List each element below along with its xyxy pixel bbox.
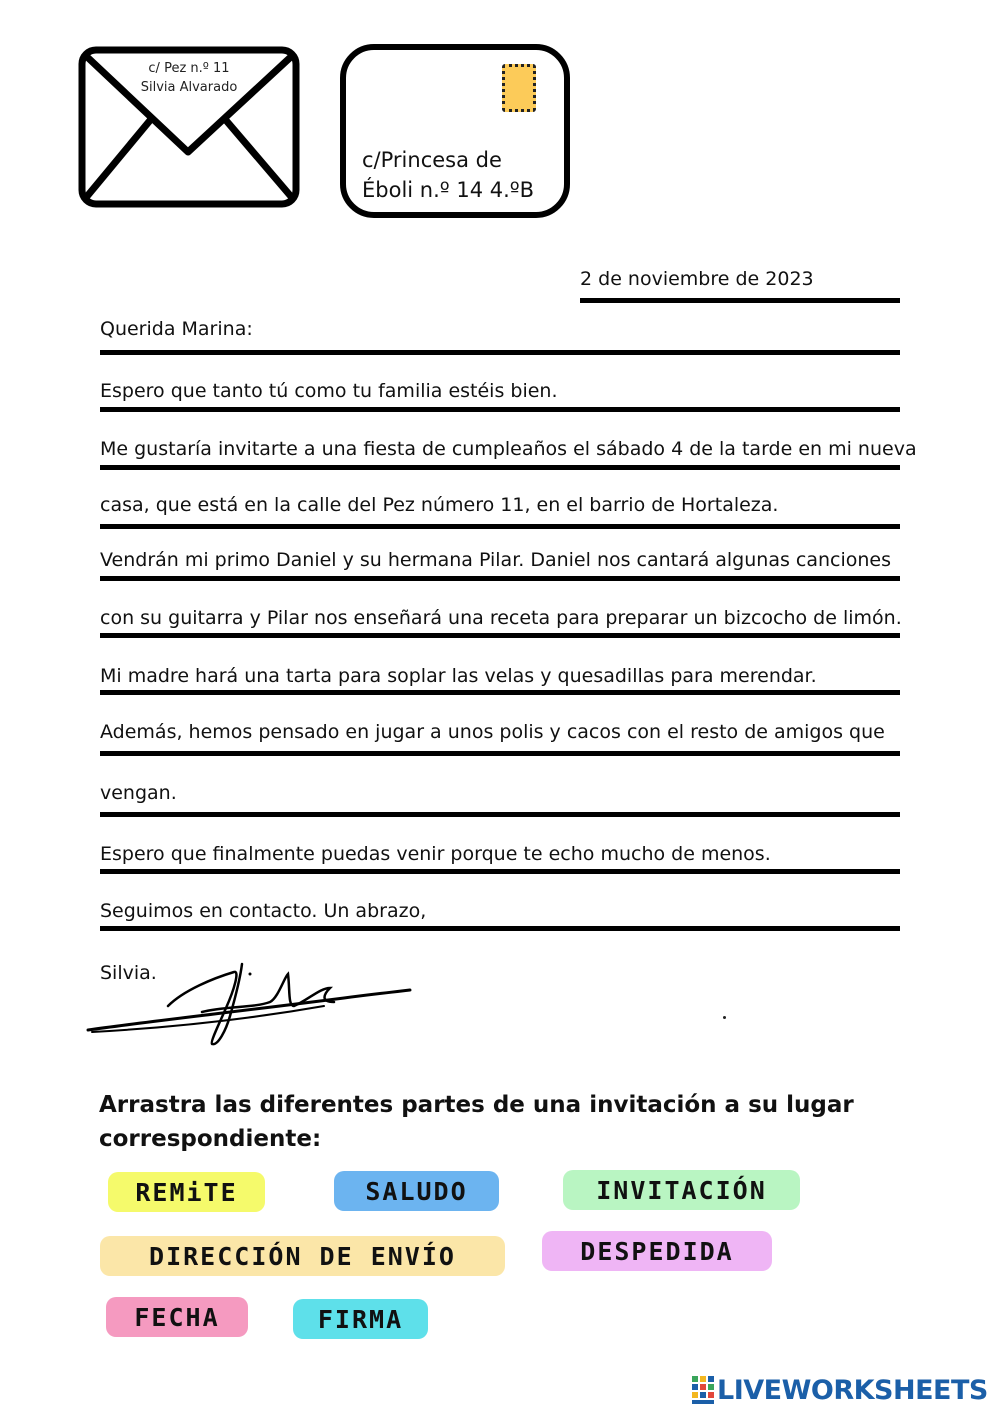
line-rule bbox=[100, 812, 900, 817]
line-rule bbox=[100, 690, 900, 695]
sender-address: c/ Pez n.º 11 bbox=[148, 61, 230, 76]
recipient-address-line1: c/Princesa de bbox=[362, 148, 502, 172]
letter-line: Espero que tanto tú como tu familia estéis bien. bbox=[100, 380, 558, 402]
letter-line: Además, hemos pensado en jugar a unos polis y cacos con el resto de amigos que bbox=[100, 721, 885, 743]
letter-line: casa, que está en la calle del Pez número 11, en el barrio de Hortaleza. bbox=[100, 494, 779, 516]
line-rule bbox=[100, 350, 900, 355]
line-rule bbox=[100, 926, 900, 931]
stray-dot bbox=[723, 1016, 726, 1019]
letter-line: Mi madre hará una tarta para soplar las velas y quesadillas para merendar. bbox=[100, 665, 817, 687]
postage-stamp bbox=[502, 64, 536, 112]
label-despedida[interactable]: DESPEDIDA bbox=[542, 1231, 772, 1271]
recipient-address-line2: Éboli n.º 14 4.ºB bbox=[362, 178, 535, 202]
sender-name: Silvia Alvarado bbox=[140, 80, 238, 95]
logo-text: LIVEWORKSHEETS bbox=[717, 1374, 988, 1406]
line-rule bbox=[100, 465, 900, 470]
letter-line: Vendrán mi primo Daniel y su hermana Pilar. Daniel nos cantará algunas canciones bbox=[100, 549, 892, 571]
letter-line: vengan. bbox=[100, 782, 177, 804]
recipient-address-card bbox=[340, 44, 570, 218]
date-rule bbox=[580, 298, 900, 303]
label-direccion-de-envio[interactable]: DIRECCIÓN DE ENVÍO bbox=[100, 1236, 505, 1276]
label-firma[interactable]: FIRMA bbox=[293, 1299, 428, 1339]
letter-signoff: Silvia. bbox=[100, 962, 157, 984]
line-rule bbox=[100, 633, 900, 638]
logo-grid-icon bbox=[692, 1376, 714, 1404]
line-rule bbox=[100, 524, 900, 529]
letter-greeting: Querida Marina: bbox=[100, 318, 253, 340]
letter-closing: Seguimos en contacto. Un abrazo, bbox=[100, 900, 427, 922]
signature-image bbox=[84, 950, 414, 1050]
letter-line: con su guitarra y Pilar nos enseñará una receta para preparar un bizcocho de limón. bbox=[100, 607, 902, 629]
letter-line: Espero que finalmente puedas venir porque te echo mucho de menos. bbox=[100, 843, 771, 865]
line-rule bbox=[100, 407, 900, 412]
line-rule bbox=[100, 576, 900, 581]
liveworksheets-logo bbox=[692, 1374, 988, 1406]
line-rule bbox=[100, 751, 900, 756]
instruction-text: Arrastra las diferentes partes de una invitación a su lugar correspondiente: bbox=[99, 1092, 854, 1152]
letter-date: 2 de noviembre de 2023 bbox=[580, 268, 814, 290]
letter-line: Me gustaría invitarte a una fiesta de cumpleaños el sábado 4 de la tarde en mi nueva bbox=[100, 438, 917, 460]
label-saludo[interactable]: SALUDO bbox=[334, 1171, 499, 1211]
label-fecha[interactable]: FECHA bbox=[106, 1297, 248, 1337]
line-rule bbox=[100, 869, 900, 874]
label-remite[interactable]: REMiTE bbox=[108, 1172, 265, 1212]
label-invitacion[interactable]: INVITACIÓN bbox=[563, 1170, 800, 1210]
